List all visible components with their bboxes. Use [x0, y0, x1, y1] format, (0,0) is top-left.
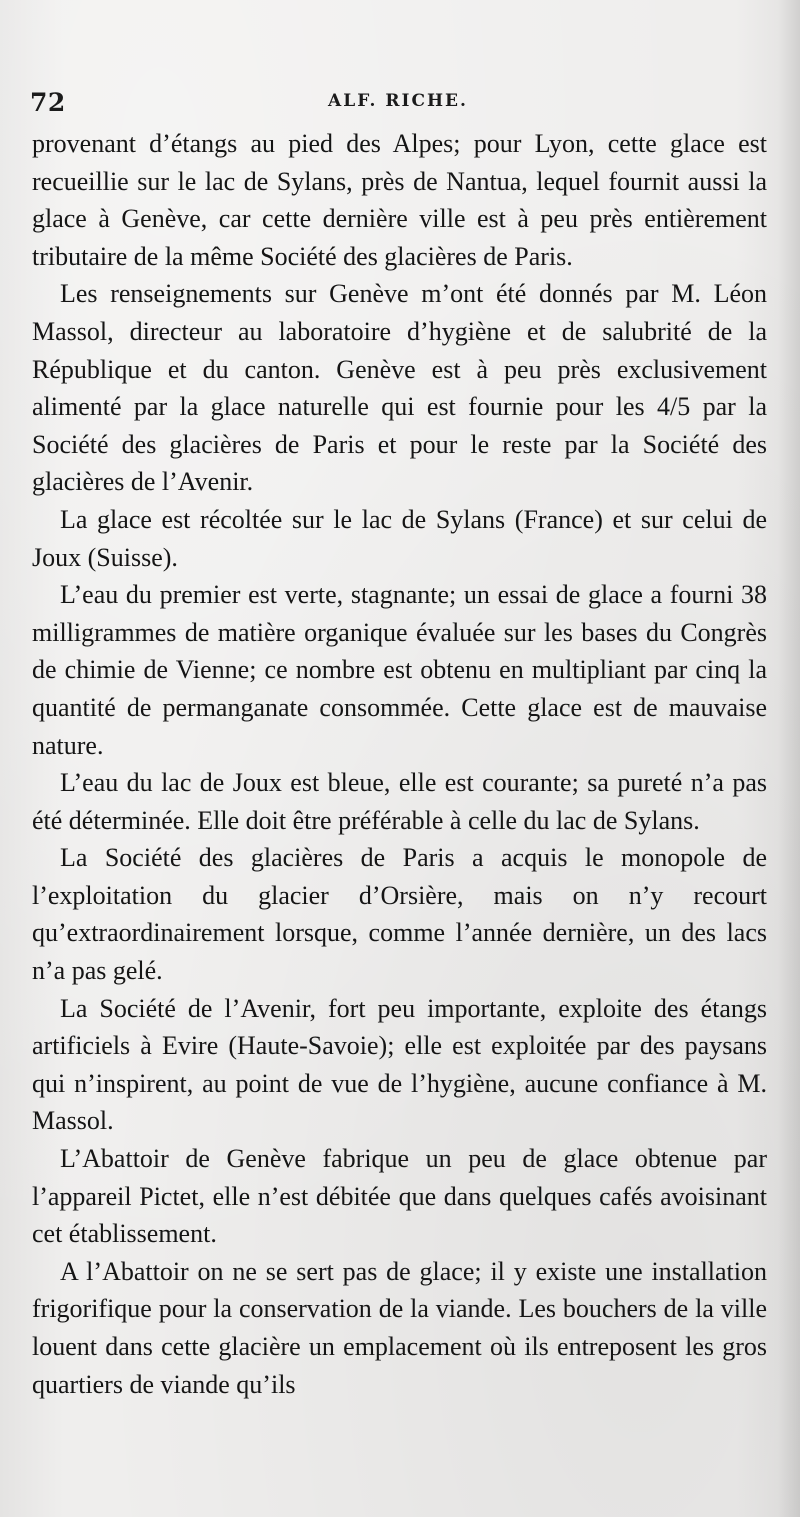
- body-text: [32, 125, 767, 1403]
- paragraph: Les renseignements sur Genève m’ont été donnés par M. Léon Massol, directeur au laboratoire d’hygiène et de salubrité de la République et du canton. Genève est à peu près exclusivement alimenté par la glace naturelle qui est fournie pour les 4/5 par la Société des glacières de Paris et pour le reste par la Société des glacières de l’Avenir.: [32, 279, 767, 497]
- page-header: [28, 88, 768, 118]
- paragraph-continued: provenant d’étangs au pied des Alpes; pour Lyon, cette glace est recueillie sur le lac de Sylans, près de Nantua, lequel fournit aussi la glace à Genève, car cette dernière ville est à peu près entièrement tributaire de la même Société des glacières de Paris.: [32, 129, 767, 271]
- paragraph: L’Abattoir de Genève fabrique un peu de glace obtenue par l’appareil Pictet, elle n’est débitée que dans quelques cafés avoisinant cet établissement.: [32, 1144, 767, 1249]
- paragraph: La Société des glacières de Paris a acquis le monopole de l’exploitation du glacier d’Orsière, mais on n’y recourt qu’extraordinairement lorsque, comme l’année dernière, un des lacs n’a pas gelé.: [32, 843, 767, 986]
- paragraph: L’eau du premier est verte, stagnante; un essai de glace a fourni 38 milligrammes de matière organique évaluée sur les bases du Congrès de chimie de Vienne; ce nombre est obtenu en multipliant par cinq la quantité de permanganate consommée. Cette glace est de mauvaise nature.: [32, 580, 767, 760]
- paragraph: A l’Abattoir on ne se sert pas de glace; il y existe une installation frigorifique pour la conservation de la viande. Les bouchers de la ville louent dans cette glacière un emplacement où ils entreposent les gros quartiers de viande qu’ils: [32, 1256, 767, 1399]
- running-head: ALF. RICHE.: [328, 91, 468, 111]
- page-edge-shadow: [778, 0, 800, 1517]
- paragraph: La glace est récoltée sur le lac de Sylans (France) et sur celui de Joux (Suisse).: [32, 504, 767, 572]
- paragraph: L’eau du lac de Joux est bleue, elle est courante; sa pureté n’a pas été déterminée. Elle doit être préférable à celle du lac de Sylans.: [32, 768, 767, 835]
- page-number: 72: [30, 88, 66, 117]
- paragraph: La Société de l’Avenir, fort peu importante, exploite des étangs artificiels à Evire (Haute-Savoie); elle est exploitée par des paysans qui n’inspirent, au point de vue de l’hygiène, aucune confiance à M. Massol.: [32, 993, 767, 1136]
